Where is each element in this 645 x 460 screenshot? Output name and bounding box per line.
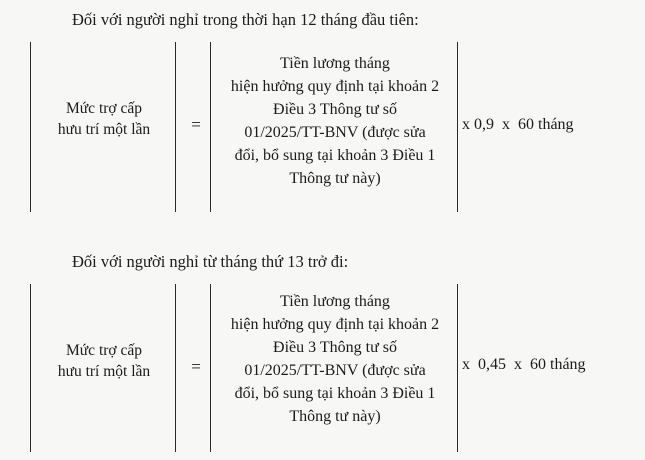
formula-2-label-line-1: Mức trợ cấp [66, 342, 142, 359]
formula-2-label-right-border [175, 284, 176, 452]
formula-2-equals: = [191, 357, 201, 376]
formula-1-label-line-2: hưu trí một lần [57, 121, 151, 138]
formula-1-multiplier: x 0,9 x 60 tháng [462, 116, 574, 133]
formula-2-desc-line: Thông tư này) [289, 408, 381, 425]
formula-1-desc-line: đổi, bổ sung tại khoản 3 Điều 1 [234, 147, 436, 164]
formula-1-equals: = [191, 115, 201, 134]
formula-1-desc-line: 01/2025/TT-BNV (được sửa [244, 124, 426, 141]
section-2-heading: Đối với người nghỉ từ tháng thứ 13 trở đi: [72, 252, 349, 271]
formula-1-left-border [30, 42, 31, 212]
formula-2-label [40, 340, 168, 382]
formula-2-multiplier: x 0,45 x 60 tháng [462, 356, 586, 373]
formula-1-label-line-1: Mức trợ cấp [66, 100, 142, 117]
formula-1-desc-line: Điều 3 Thông tư số [273, 101, 397, 118]
formula-2-desc-line: 01/2025/TT-BNV (được sửa [244, 362, 426, 379]
formula-1 [0, 42, 645, 212]
formula-2-desc-line: Điều 3 Thông tư số [273, 339, 397, 356]
formula-1-desc-left-border [210, 42, 211, 212]
formula-2-desc-line: đổi, bổ sung tại khoản 3 Điều 1 [234, 385, 436, 402]
formula-2-label-line-2: hưu trí một lần [57, 363, 151, 380]
formula-2-description [212, 290, 458, 428]
formula-1-desc-line: hiện hưởng quy định tại khoản 2 [230, 78, 440, 95]
formula-1-desc-line: Thông tư này) [289, 170, 381, 187]
formula-1-label-right-border [175, 42, 176, 212]
formula-1-label [40, 98, 168, 140]
formula-1-description [212, 52, 458, 190]
formula-2-desc-line: Tiền lương tháng [280, 293, 390, 310]
formula-1-desc-line: Tiền lương tháng [280, 55, 390, 72]
section-1-heading: Đối với người nghỉ trong thời hạn 12 tháng đầu tiên: [72, 10, 419, 29]
formula-2-left-border [30, 284, 31, 452]
formula-2-desc-left-border [210, 284, 211, 452]
formula-2-desc-line: hiện hưởng quy định tại khoản 2 [230, 316, 440, 333]
formula-2 [0, 284, 645, 452]
